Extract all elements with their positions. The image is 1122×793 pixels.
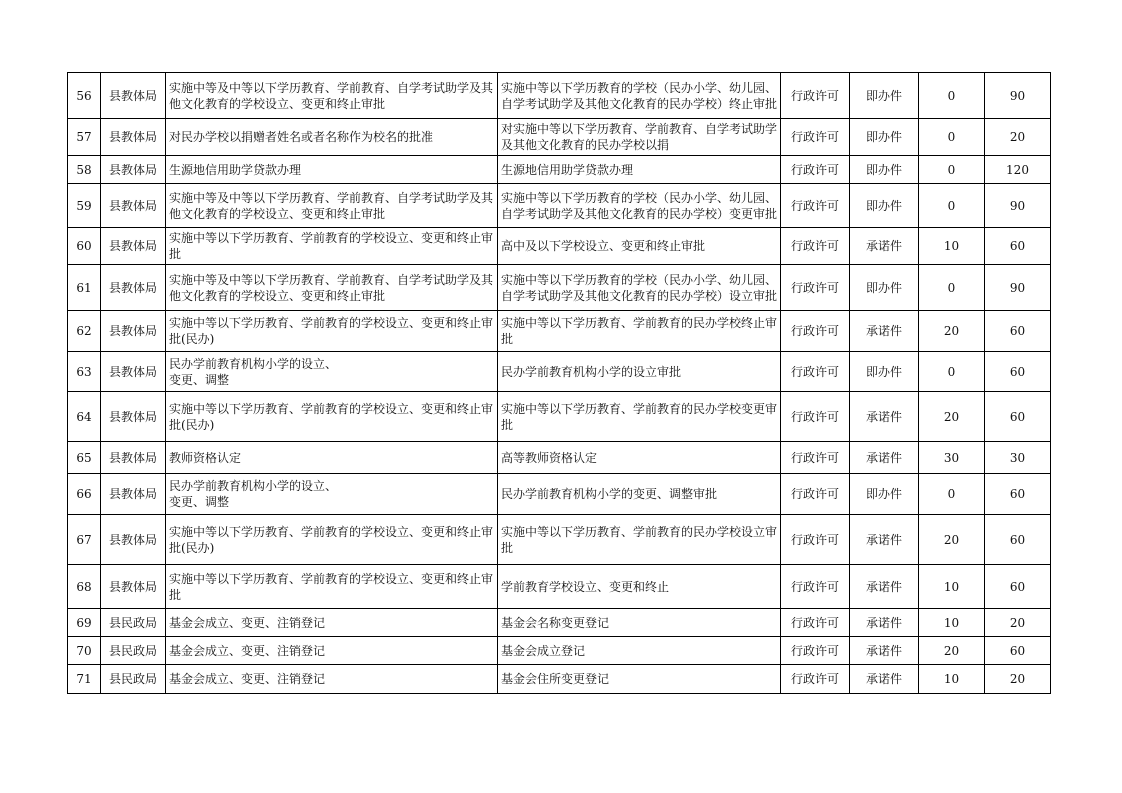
legal-days-text: 60 xyxy=(1009,532,1026,547)
item-name-text: 实施中等以下学历教育、学前教育的学校设立、变更和终止审批 xyxy=(169,571,494,602)
promised-days-text: 0 xyxy=(947,280,956,295)
department-text: 县民政局 xyxy=(108,643,157,658)
table-row xyxy=(68,474,1051,515)
legal-days-text: 20 xyxy=(1009,615,1026,630)
table-row xyxy=(68,352,1051,392)
row-number-cell xyxy=(68,665,101,694)
item-type-cell xyxy=(781,156,850,184)
promised-days-cell xyxy=(919,609,985,637)
item-type-text: 行政许可 xyxy=(790,672,839,686)
department-cell xyxy=(101,474,166,515)
promised-days-text: 20 xyxy=(943,324,960,338)
item-type-cell xyxy=(781,637,850,665)
sub-item-text: 高中及以下学校设立、变更和终止审批 xyxy=(501,239,706,253)
legal-days-text: 60 xyxy=(1009,324,1026,338)
legal-days-text: 60 xyxy=(1009,364,1026,379)
item-type-text: 行政许可 xyxy=(790,615,839,630)
promised-days-cell xyxy=(919,474,985,515)
item-type-text: 行政许可 xyxy=(790,487,839,501)
promised-days-text: 20 xyxy=(943,643,960,658)
promised-days-text: 0 xyxy=(947,198,956,213)
item-type-cell xyxy=(781,352,850,392)
promised-days-cell xyxy=(919,565,985,609)
item-name-cell xyxy=(166,442,498,474)
row-number-cell xyxy=(68,184,101,228)
item-name-text: 基金会成立、变更、注销登记 xyxy=(169,672,326,686)
item-type-cell xyxy=(781,392,850,442)
legal-days-cell xyxy=(985,265,1051,311)
sub-item-text: 基金会名称变更登记 xyxy=(501,615,610,630)
item-name-text: 实施中等以下学历教育、学前教育的学校设立、变更和终止审批 xyxy=(169,231,494,261)
item-type-cell xyxy=(781,515,850,565)
department-cell xyxy=(101,637,166,665)
row-number-cell xyxy=(68,311,101,352)
item-name-cell xyxy=(166,119,498,156)
legal-days-cell xyxy=(985,665,1051,694)
handling-kind-cell xyxy=(850,637,919,665)
item-name-cell xyxy=(166,565,498,609)
item-type-cell xyxy=(781,565,850,609)
row-number-cell xyxy=(68,609,101,637)
legal-days-cell xyxy=(985,442,1051,474)
handling-kind-cell xyxy=(850,73,919,119)
legal-days-cell xyxy=(985,311,1051,352)
promised-days-cell xyxy=(919,156,985,184)
item-type-text: 行政许可 xyxy=(790,364,839,379)
sub-item-cell xyxy=(498,392,781,442)
sub-item-text: 实施中等以下学历教育的学校（民办小学、幼儿园、自学考试助学及其他文化教育的民办学校）设立审批 xyxy=(501,272,777,303)
table-row xyxy=(68,565,1051,609)
sub-item-cell xyxy=(498,609,781,637)
promised-days-text: 20 xyxy=(943,532,960,547)
row-number-text: 57 xyxy=(76,130,92,144)
sub-item-cell xyxy=(498,265,781,311)
item-name-text: 实施中等以下学历教育、学前教育的学校设立、变更和终止审批(民办) xyxy=(169,524,494,555)
legal-days-cell xyxy=(985,73,1051,119)
row-number-text: 64 xyxy=(76,409,92,424)
promised-days-cell xyxy=(919,311,985,352)
legal-days-text: 60 xyxy=(1009,239,1026,253)
table-row xyxy=(68,392,1051,442)
sub-item-cell xyxy=(498,565,781,609)
sub-item-cell xyxy=(498,637,781,665)
sub-item-cell xyxy=(498,156,781,184)
row-number-text: 67 xyxy=(76,532,92,547)
table-row xyxy=(68,442,1051,474)
legal-days-cell xyxy=(985,515,1051,565)
department-text: 县民政局 xyxy=(108,672,157,686)
table-row xyxy=(68,637,1051,665)
row-number-text: 66 xyxy=(76,487,92,501)
sub-item-cell xyxy=(498,73,781,119)
legal-days-cell xyxy=(985,184,1051,228)
row-number-text: 65 xyxy=(76,450,92,465)
department-cell xyxy=(101,442,166,474)
sub-item-cell xyxy=(498,665,781,694)
handling-kind-cell xyxy=(850,442,919,474)
item-name-cell xyxy=(166,392,498,442)
item-type-cell xyxy=(781,184,850,228)
handling-kind-text: 即办件 xyxy=(865,198,902,213)
department-cell xyxy=(101,352,166,392)
row-number-text: 60 xyxy=(76,239,92,253)
department-cell xyxy=(101,228,166,265)
item-type-text: 行政许可 xyxy=(790,88,839,103)
item-type-text: 行政许可 xyxy=(790,643,839,658)
department-text: 县教体局 xyxy=(108,364,157,379)
item-name-cell xyxy=(166,637,498,665)
promised-days-text: 0 xyxy=(947,130,956,144)
table-row xyxy=(68,311,1051,352)
item-name-text: 教师资格认定 xyxy=(169,450,242,465)
department-text: 县教体局 xyxy=(108,280,157,295)
department-text: 县教体局 xyxy=(108,450,157,465)
promised-days-cell xyxy=(919,184,985,228)
item-type-text: 行政许可 xyxy=(790,130,839,144)
table-row xyxy=(68,265,1051,311)
sub-item-text: 实施中等以下学历教育的学校（民办小学、幼儿园、自学考试助学及其他文化教育的民办学校）变更审批 xyxy=(501,190,777,221)
promised-days-cell xyxy=(919,228,985,265)
sub-item-cell xyxy=(498,515,781,565)
department-cell xyxy=(101,515,166,565)
row-number-cell xyxy=(68,156,101,184)
promised-days-cell xyxy=(919,665,985,694)
sub-item-cell xyxy=(498,474,781,515)
handling-kind-text: 承诺件 xyxy=(865,579,902,594)
handling-kind-text: 即办件 xyxy=(865,130,902,144)
item-name-cell xyxy=(166,515,498,565)
item-type-cell xyxy=(781,474,850,515)
handling-kind-cell xyxy=(850,565,919,609)
sub-item-cell xyxy=(498,442,781,474)
item-type-cell xyxy=(781,265,850,311)
item-type-cell xyxy=(781,228,850,265)
item-name-cell xyxy=(166,265,498,311)
item-name-text: 实施中等以下学历教育、学前教育的学校设立、变更和终止审批(民办) xyxy=(169,316,494,346)
item-type-text: 行政许可 xyxy=(790,532,839,547)
item-type-text: 行政许可 xyxy=(790,198,839,213)
item-name-text: 基金会成立、变更、注销登记 xyxy=(169,643,326,658)
item-name-text: 民办学前教育机构小学的设立、 变更、调整 xyxy=(169,356,338,387)
department-cell xyxy=(101,265,166,311)
handling-kind-text: 承诺件 xyxy=(865,409,902,424)
handling-kind-text: 承诺件 xyxy=(865,672,902,686)
row-number-text: 58 xyxy=(76,162,92,177)
promised-days-cell xyxy=(919,442,985,474)
item-type-text: 行政许可 xyxy=(790,162,839,177)
approval-items-table xyxy=(67,72,1051,694)
promised-days-text: 0 xyxy=(947,364,956,379)
promised-days-text: 0 xyxy=(947,88,956,103)
item-name-text: 实施中等及中等以下学历教育、学前教育、自学考试助学及其他文化教育的学校设立、变更和终止审批 xyxy=(169,80,494,111)
department-cell xyxy=(101,73,166,119)
handling-kind-text: 即办件 xyxy=(865,364,902,379)
handling-kind-text: 承诺件 xyxy=(865,615,902,630)
department-text: 县民政局 xyxy=(108,615,157,630)
department-text: 县教体局 xyxy=(108,130,157,144)
handling-kind-text: 即办件 xyxy=(865,487,902,501)
item-type-cell xyxy=(781,119,850,156)
item-name-text: 实施中等及中等以下学历教育、学前教育、自学考试助学及其他文化教育的学校设立、变更和终止审批 xyxy=(169,272,494,303)
sub-item-text: 高等教师资格认定 xyxy=(501,450,598,465)
handling-kind-cell xyxy=(850,311,919,352)
legal-days-text: 60 xyxy=(1009,579,1026,594)
item-type-text: 行政许可 xyxy=(790,239,839,253)
handling-kind-cell xyxy=(850,474,919,515)
table-row xyxy=(68,184,1051,228)
legal-days-text: 20 xyxy=(1009,130,1026,144)
row-number-text: 56 xyxy=(76,88,92,103)
department-text: 县教体局 xyxy=(108,198,157,213)
item-name-cell xyxy=(166,156,498,184)
item-name-cell xyxy=(166,352,498,392)
sub-item-cell xyxy=(498,184,781,228)
promised-days-cell xyxy=(919,515,985,565)
sub-item-text: 实施中等以下学历教育、学前教育的民办学校变更审批 xyxy=(501,401,777,432)
handling-kind-cell xyxy=(850,609,919,637)
row-number-cell xyxy=(68,352,101,392)
row-number-cell xyxy=(68,515,101,565)
item-type-cell xyxy=(781,442,850,474)
promised-days-cell xyxy=(919,352,985,392)
sub-item-text: 学前教育学校设立、变更和终止 xyxy=(501,579,670,594)
handling-kind-text: 承诺件 xyxy=(865,532,902,547)
department-cell xyxy=(101,565,166,609)
item-name-cell xyxy=(166,184,498,228)
table-row xyxy=(68,156,1051,184)
legal-days-text: 60 xyxy=(1009,487,1026,501)
department-cell xyxy=(101,119,166,156)
department-cell xyxy=(101,392,166,442)
legal-days-text: 90 xyxy=(1009,88,1026,103)
row-number-cell xyxy=(68,228,101,265)
legal-days-cell xyxy=(985,565,1051,609)
sub-item-text: 民办学前教育机构小学的设立审批 xyxy=(501,364,682,379)
department-text: 县教体局 xyxy=(108,324,157,338)
row-number-cell xyxy=(68,73,101,119)
item-name-text: 民办学前教育机构小学的设立、 变更、调整 xyxy=(169,479,338,509)
legal-days-text: 90 xyxy=(1009,198,1026,213)
handling-kind-text: 即办件 xyxy=(865,162,902,177)
item-name-text: 实施中等以下学历教育、学前教育的学校设立、变更和终止审批(民办) xyxy=(169,401,494,432)
table-body xyxy=(68,73,1051,694)
item-type-text: 行政许可 xyxy=(790,280,839,295)
row-number-text: 70 xyxy=(76,643,92,658)
handling-kind-cell xyxy=(850,228,919,265)
row-number-cell xyxy=(68,442,101,474)
item-type-text: 行政许可 xyxy=(790,579,839,594)
promised-days-cell xyxy=(919,119,985,156)
handling-kind-text: 承诺件 xyxy=(865,324,902,338)
department-cell xyxy=(101,609,166,637)
item-name-text: 对民办学校以捐赠者姓名或者名称作为校名的批准 xyxy=(169,130,434,144)
row-number-text: 71 xyxy=(76,672,92,686)
handling-kind-cell xyxy=(850,392,919,442)
promised-days-text: 10 xyxy=(943,615,960,630)
legal-days-text: 120 xyxy=(1006,162,1029,177)
handling-kind-cell xyxy=(850,119,919,156)
legal-days-text: 90 xyxy=(1009,280,1026,295)
sub-item-text: 实施中等以下学历教育、学前教育的民办学校设立审批 xyxy=(501,524,777,555)
sub-item-cell xyxy=(498,119,781,156)
handling-kind-cell xyxy=(850,515,919,565)
handling-kind-text: 即办件 xyxy=(865,88,902,103)
department-cell xyxy=(101,665,166,694)
promised-days-cell xyxy=(919,73,985,119)
department-text: 县教体局 xyxy=(108,88,157,103)
row-number-cell xyxy=(68,265,101,311)
promised-days-text: 10 xyxy=(943,579,960,594)
item-name-cell xyxy=(166,228,498,265)
handling-kind-cell xyxy=(850,156,919,184)
item-name-cell xyxy=(166,311,498,352)
item-name-cell xyxy=(166,609,498,637)
item-type-text: 行政许可 xyxy=(790,324,839,338)
handling-kind-text: 承诺件 xyxy=(865,239,902,253)
item-name-cell xyxy=(166,665,498,694)
sub-item-text: 基金会住所变更登记 xyxy=(501,672,610,686)
item-name-text: 基金会成立、变更、注销登记 xyxy=(169,615,326,630)
department-text: 县教体局 xyxy=(108,239,157,253)
item-name-text: 生源地信用助学贷款办理 xyxy=(169,162,302,177)
table-row xyxy=(68,665,1051,694)
sub-item-cell xyxy=(498,311,781,352)
item-type-cell xyxy=(781,665,850,694)
item-type-cell xyxy=(781,73,850,119)
promised-days-cell xyxy=(919,265,985,311)
legal-days-cell xyxy=(985,609,1051,637)
sub-item-cell xyxy=(498,352,781,392)
department-text: 县教体局 xyxy=(108,409,157,424)
promised-days-cell xyxy=(919,637,985,665)
promised-days-text: 30 xyxy=(943,450,960,465)
item-type-text: 行政许可 xyxy=(790,409,839,424)
handling-kind-cell xyxy=(850,184,919,228)
item-type-cell xyxy=(781,609,850,637)
row-number-cell xyxy=(68,119,101,156)
row-number-text: 69 xyxy=(76,615,92,630)
legal-days-cell xyxy=(985,392,1051,442)
legal-days-text: 60 xyxy=(1009,643,1026,658)
table-row xyxy=(68,515,1051,565)
item-type-text: 行政许可 xyxy=(790,450,839,465)
item-name-cell xyxy=(166,73,498,119)
row-number-text: 59 xyxy=(76,198,92,213)
promised-days-text: 0 xyxy=(947,487,956,501)
promised-days-text: 10 xyxy=(943,239,960,253)
legal-days-cell xyxy=(985,474,1051,515)
row-number-text: 63 xyxy=(76,364,92,379)
row-number-cell xyxy=(68,474,101,515)
sub-item-text: 对实施中等以下学历教育、学前教育、自学考试助学及其他文化教育的民办学校以捐 xyxy=(501,122,777,152)
sub-item-text: 基金会成立登记 xyxy=(501,643,586,658)
row-number-text: 61 xyxy=(76,280,92,295)
table-row xyxy=(68,609,1051,637)
legal-days-cell xyxy=(985,119,1051,156)
department-cell xyxy=(101,156,166,184)
sub-item-text: 实施中等以下学历教育、学前教育的民办学校终止审批 xyxy=(501,316,777,346)
legal-days-cell xyxy=(985,156,1051,184)
sub-item-text: 实施中等以下学历教育的学校（民办小学、幼儿园、自学考试助学及其他文化教育的民办学校）终止审批 xyxy=(501,80,777,111)
row-number-cell xyxy=(68,392,101,442)
item-name-cell xyxy=(166,474,498,515)
row-number-text: 68 xyxy=(76,579,92,594)
legal-days-cell xyxy=(985,228,1051,265)
row-number-text: 62 xyxy=(76,324,92,338)
handling-kind-cell xyxy=(850,265,919,311)
legal-days-text: 30 xyxy=(1009,450,1026,465)
sub-item-text: 民办学前教育机构小学的变更、调整审批 xyxy=(501,487,718,501)
sub-item-text: 生源地信用助学贷款办理 xyxy=(501,162,634,177)
promised-days-text: 20 xyxy=(943,409,960,424)
sub-item-cell xyxy=(498,228,781,265)
handling-kind-text: 即办件 xyxy=(865,280,902,295)
department-text: 县教体局 xyxy=(108,579,157,594)
legal-days-cell xyxy=(985,637,1051,665)
handling-kind-text: 承诺件 xyxy=(865,450,902,465)
department-cell xyxy=(101,184,166,228)
department-text: 县教体局 xyxy=(108,487,157,501)
promised-days-text: 0 xyxy=(947,162,956,177)
department-text: 县教体局 xyxy=(108,162,157,177)
item-type-cell xyxy=(781,311,850,352)
promised-days-text: 10 xyxy=(943,672,960,686)
handling-kind-cell xyxy=(850,665,919,694)
row-number-cell xyxy=(68,565,101,609)
table-row xyxy=(68,228,1051,265)
department-text: 县教体局 xyxy=(108,532,157,547)
promised-days-cell xyxy=(919,392,985,442)
table-row xyxy=(68,73,1051,119)
table-row xyxy=(68,119,1051,156)
handling-kind-text: 承诺件 xyxy=(865,643,902,658)
legal-days-cell xyxy=(985,352,1051,392)
legal-days-text: 60 xyxy=(1009,409,1026,424)
handling-kind-cell xyxy=(850,352,919,392)
legal-days-text: 20 xyxy=(1009,672,1026,686)
item-name-text: 实施中等及中等以下学历教育、学前教育、自学考试助学及其他文化教育的学校设立、变更和终止审批 xyxy=(169,190,494,221)
row-number-cell xyxy=(68,637,101,665)
department-cell xyxy=(101,311,166,352)
